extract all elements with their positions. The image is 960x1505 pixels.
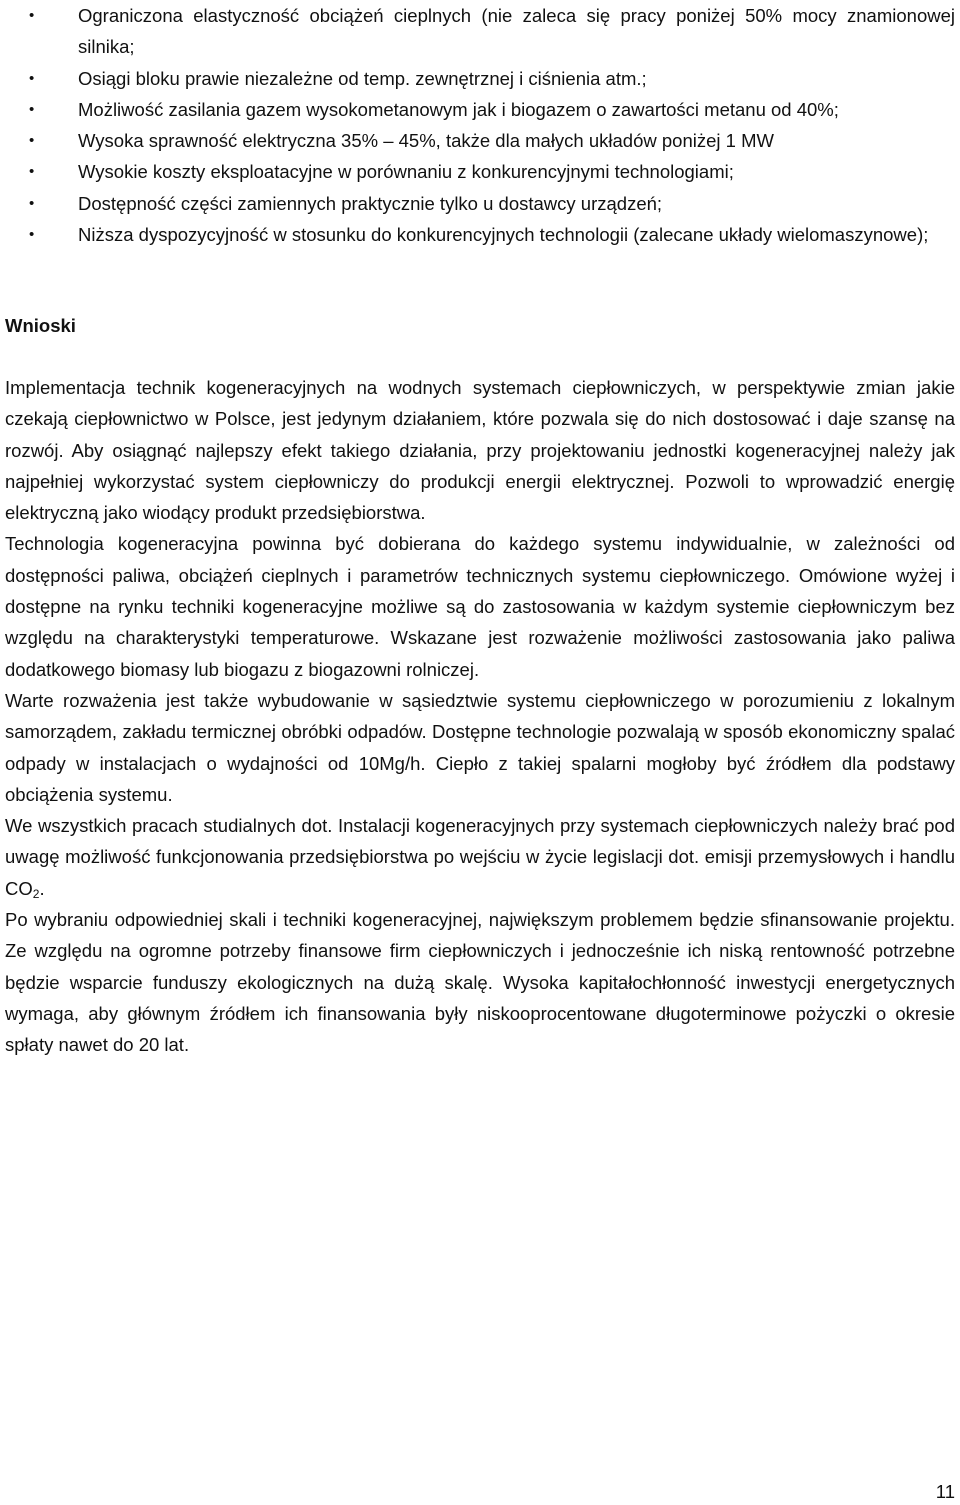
bullet-icon: • xyxy=(29,226,35,244)
bullet-item xyxy=(0,63,960,94)
bullet-icon: • xyxy=(29,100,35,118)
bullet-text: Ograniczona elastyczność obciążeń cieplnych (nie zaleca się pracy poniżej 50% mocy znamionowej silnika; xyxy=(78,5,955,58)
bullet-list xyxy=(0,0,960,250)
bullet-icon: • xyxy=(29,163,35,181)
body-paragraph: Implementacja technik kogeneracyjnych na wodnych systemach ciepłowniczych, w perspektywie zmian jakie czekają ciepłownictwo w Polsce, jest jedynym działaniem, które pozwala się do nich dostosować i daje szansę na rozwój. Aby osiągnąć najlepszy efekt takiego działania, przy projektowaniu jednostki kogeneracyjnej należy jak najpełniej wykorzystać system ciepłowniczy do produkcji energii elektrycznej. Pozwoli to wprowadzić energię elektryczną jako wiodący produkt przedsiębiorstwa. xyxy=(5,377,955,524)
body-paragraph: Po wybraniu odpowiedniej skali i techniki kogeneracyjnej, największym problemem będzie sfinansowanie projektu. Ze względu na ogromne potrzeby finansowe firm ciepłowniczych i jednocześnie ich niską rentowność potrzebne będzie wsparcie funduszy ekologicznych na dużą skalę. Wysoka kapitałochłonność inwestycji energetycznych wymaga, aby głównym źródłem ich finansowania były niskooprocentowane długoterminowe pożyczki o okresie spłaty nawet do 20 lat. xyxy=(5,909,955,1056)
bullet-icon: • xyxy=(29,69,35,87)
bullet-text: Niższa dyspozycyjność w stosunku do konkurencyjnych technologii (zalecane układy wielomaszynowe); xyxy=(78,224,929,246)
bullet-item xyxy=(0,94,960,125)
bullet-icon: • xyxy=(29,7,35,24)
bullet-text: Dostępność części zamiennych praktycznie tylko u dostawcy urządzeń; xyxy=(78,192,663,214)
body-paragraph xyxy=(5,810,955,904)
bullet-item xyxy=(0,0,960,63)
bullet-icon: • xyxy=(29,132,35,150)
paragraph-text: We wszystkich pracach studialnych dot. Instalacji kogeneracyjnych przy systemach ciepłowniczych należy brać pod uwagę możliwość funkcjonowania przedsiębiorstwa po wejściu w życie legislacji dot. emisji przemysłowych i handlu CO xyxy=(5,815,955,899)
page-number: 11 xyxy=(935,1481,955,1502)
bullet-item xyxy=(0,156,960,187)
bullet-item xyxy=(0,125,960,156)
bullet-text: Wysoka sprawność elektryczna 35% – 45%, także dla małych układów poniżej 1 MW xyxy=(78,130,774,152)
section-body xyxy=(5,372,955,1061)
bullet-item xyxy=(0,219,960,250)
bullet-item xyxy=(0,188,960,219)
bullet-text: Wysokie koszty eksploatacyjne w porównaniu z konkurencyjnymi technologiami; xyxy=(78,161,734,183)
section-heading: Wnioski xyxy=(5,315,76,336)
body-paragraph: Technologia kogeneracyjna powinna być dobierana do każdego systemu indywidualnie, w zależności od dostępności paliwa, obciążeń cieplnych i parametrów technicznych systemu ciepłowniczego. Omówione wyżej i dostępne na rynku techniki kogeneracyjne możliwe są do zastosowania w każdym systemie ciepłowniczym bez względu na charakterystyki temperaturowe. Wskazane jest rozważenie możliwości zastosowania jako paliwa dodatkowego biomasy lub biogazu z biogazowni rolniczej. xyxy=(5,533,955,680)
paragraph-text-end: . xyxy=(39,877,45,899)
bullet-text: Możliwość zasilania gazem wysokometanowym jak i biogazem o zawartości metanu od 40%; xyxy=(78,98,839,120)
subscript-text: 2 xyxy=(32,886,40,901)
bullet-icon: • xyxy=(29,194,35,212)
bullet-text: Osiągi bloku prawie niezależne od temp. zewnętrznej i ciśnienia atm.; xyxy=(78,67,647,89)
body-paragraph: Warte rozważenia jest także wybudowanie w sąsiedztwie systemu ciepłowniczego w porozumieniu z lokalnym samorządem, zakładu termicznej obróbki odpadów. Dostępne technologie pozwalają w sposób ekonomiczny spalać odpady w instalacjach o wydajności od 10Mg/h. Ciepło z takiej spalarni mogłoby być źródłem dla podstawy obciążenia systemu. xyxy=(5,689,955,805)
